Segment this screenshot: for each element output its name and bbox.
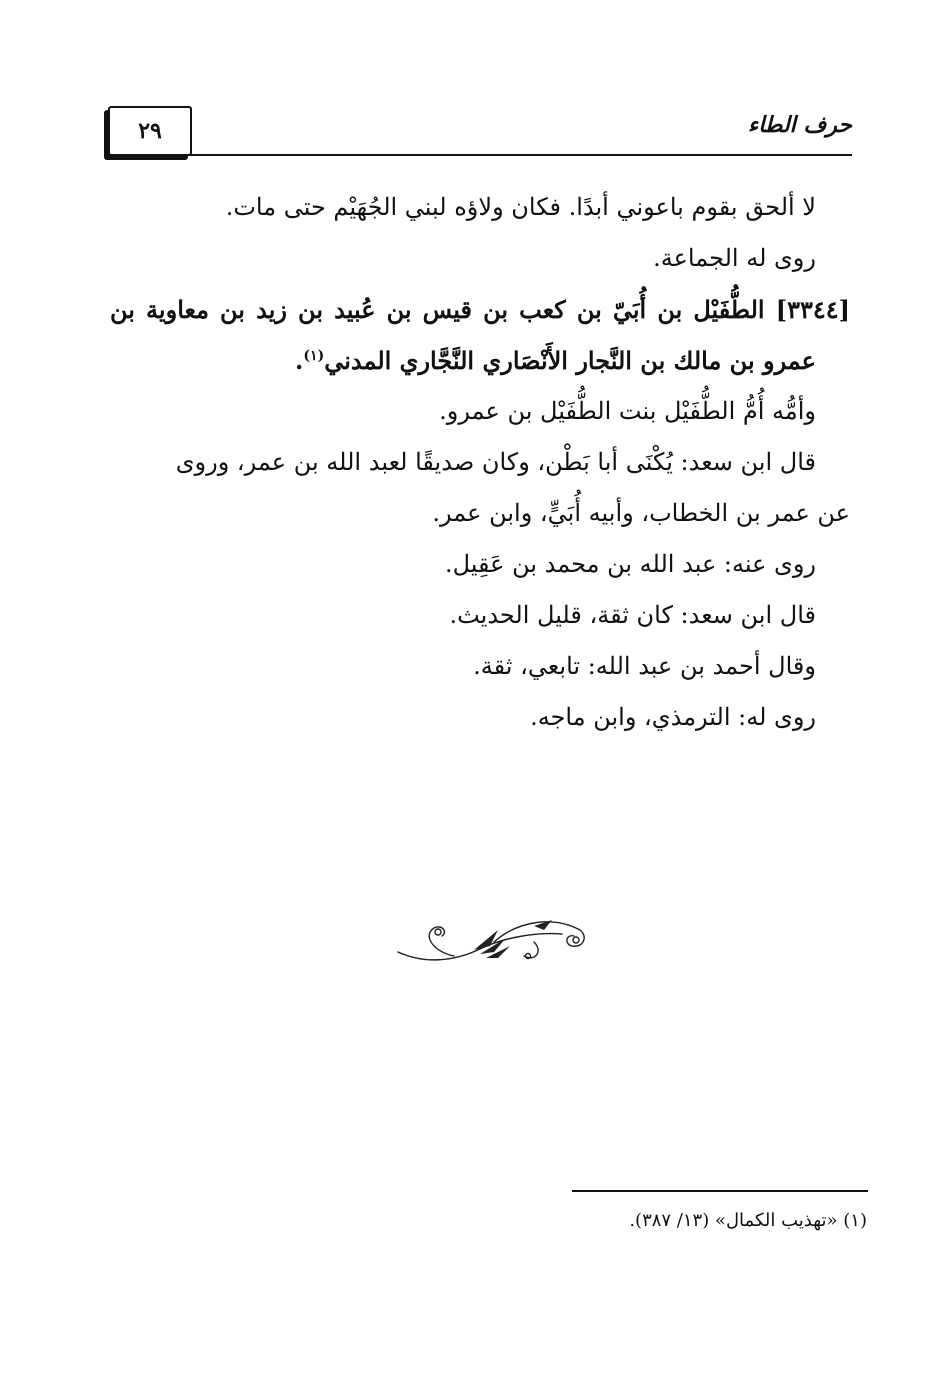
entry-heading-line-1 <box>110 284 850 335</box>
paragraph-line: وقال أحمد بن عبد الله: تابعي، ثقة. <box>473 652 816 680</box>
header-rule <box>108 154 852 156</box>
text-line: لا ألحق بقوم باعوني أبدًا. فكان ولاؤه لبني الجُهَيْم حتى مات. <box>225 193 816 221</box>
footnote-ref: (١) <box>303 348 325 364</box>
entry-name-part-1: الطُّفَيْل بن أُبَيّ بن كعب بن قيس بن عُبيد بن زيد بن معاوية بن <box>110 295 765 324</box>
text-line: روى له الجماعة. <box>653 244 816 272</box>
entry-heading-line-2 <box>110 335 850 386</box>
page-number: ٢٩ <box>138 118 162 144</box>
entry-heading-end: . <box>295 346 304 375</box>
ornament-divider <box>394 912 590 968</box>
footnote-rule <box>572 1190 868 1192</box>
entry-name-part-2: عمرو بن مالك بن النَّجار الأَنْصَاري النَّجَّاري المدني <box>324 346 816 375</box>
entry-number: [٣٣٤٤] <box>775 295 850 324</box>
page-number-box <box>108 106 192 156</box>
paragraph-line: روى له: الترمذي، وابن ماجه. <box>530 703 816 731</box>
running-head: حرف الطاء <box>747 112 852 138</box>
main-text <box>110 182 850 743</box>
page-header <box>108 104 852 156</box>
paragraph-line: وأمُّه أُمُّ الطُّفَيْل بنت الطُّفَيْل بن عمرو. <box>439 397 816 425</box>
paragraph-line: قال ابن سعد: كان ثقة، قليل الحديث. <box>449 601 816 629</box>
paragraph-line: روى عنه: عبد الله بن محمد بن عَقِيل. <box>444 550 816 578</box>
paragraph-line: عن عمر بن الخطاب، وأبيه أُبَيٍّ، وابن عمر. <box>432 499 850 527</box>
footnote: (١) «تهذيب الكمال» (١٣/ ٣٨٧). <box>629 1210 867 1231</box>
paragraph-line: قال ابن سعد: يُكْنَى أبا بَطْن، وكان صديقًا لعبد الله بن عمر، وروى <box>175 448 816 476</box>
